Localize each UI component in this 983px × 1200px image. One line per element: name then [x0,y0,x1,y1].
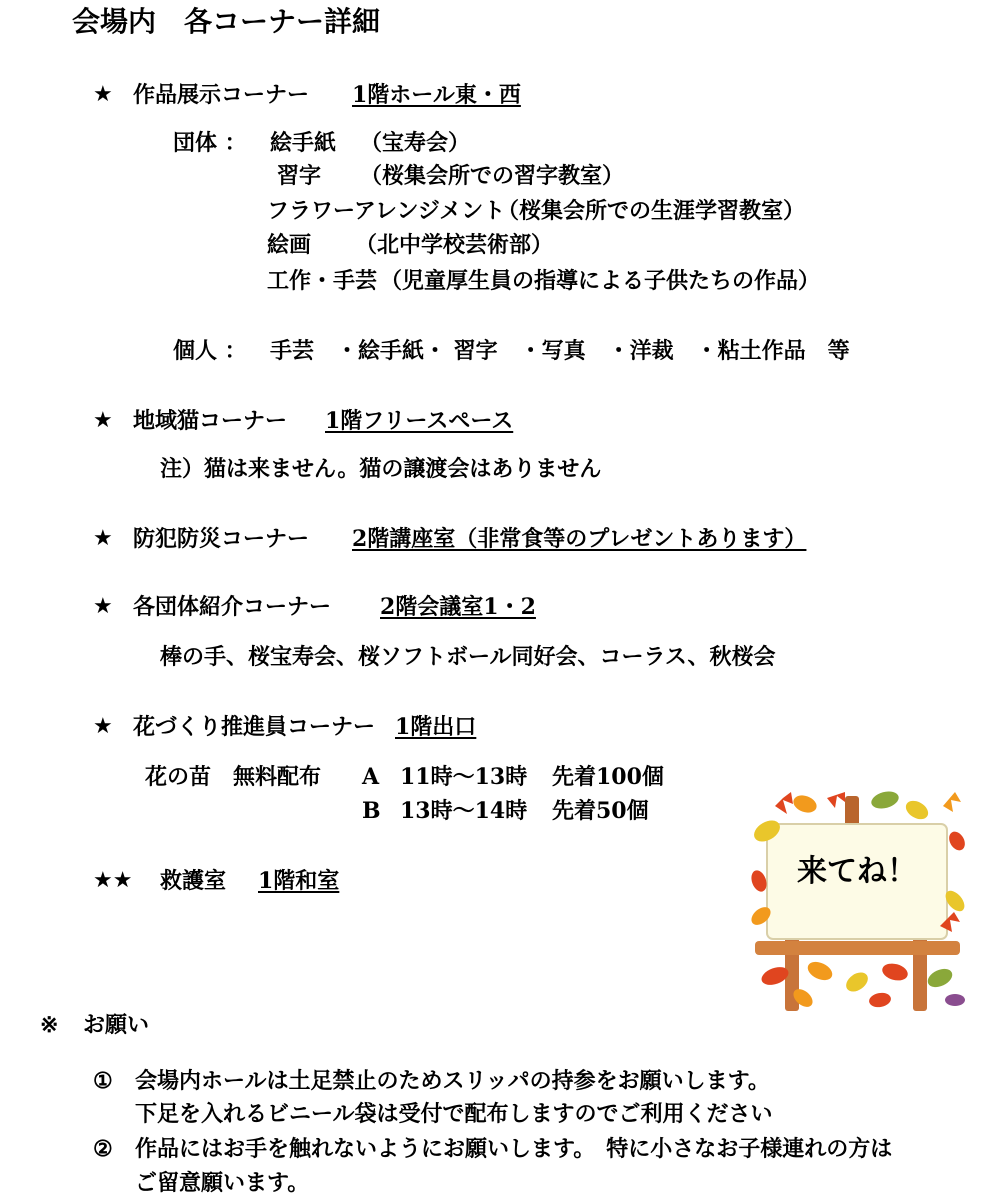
groups-intro-members: 棒の手、桜宝寿会、桜ソフトボール同好会、コーラス、秋桜会 [160,644,776,670]
star-icon: ★ [93,82,113,107]
slot-limit: 先着100個 [552,764,664,790]
slot-label: B [362,798,381,824]
page-title: 会場内 各コーナー詳細 [72,5,381,38]
easel-sign-svg [745,786,970,1016]
easel-top-post [845,796,859,826]
cat-corner-location: 1階フリースペース [325,408,514,434]
group-item-note: （宝寿会） [360,130,471,156]
slot-limit: 先着50個 [552,798,649,824]
group-item-note: （北中学校芸術部） [355,232,554,258]
requests-heading: お願い [83,1012,150,1038]
group-item-name: フラワーアレンジメント [267,198,506,224]
request-number: ② [93,1136,113,1162]
group-item-name: 習字 [277,163,322,189]
flowers-corner-name: 花づくり推進員コーナー [133,714,376,740]
request-line: 下足を入れるビニール袋は受付で配布しますのでご利用ください [135,1101,773,1127]
individual-label: 個人 ： [173,338,247,364]
safety-corner-name: 防犯防災コーナー [133,526,310,552]
request-line: ご留意願います。 [135,1170,310,1196]
group-item-name: 絵画 [267,232,312,258]
first-aid-name: 救護室 [160,868,227,894]
reference-mark: ※ [40,1012,59,1038]
group-item-note: （桜集会所での習字教室） [360,163,625,189]
double-star-icon: ★★ [93,868,133,893]
easel-sign-illustration [745,786,970,1016]
request-line: 作品にはお手を触れないようにお願いします。 特に小さなお子様連れの方は [135,1136,893,1162]
groups-intro-corner-location: 2階会議室1・2 [380,594,536,620]
star-icon: ★ [93,594,113,619]
flowers-item: 花の苗 無料配布 [145,764,322,790]
group-item-name: 工作・手芸 [267,268,378,294]
slot-time: 13時～14時 [400,798,528,824]
exhibit-corner-name: 作品展示コーナー [133,82,310,108]
cat-corner-note: 注）猫は来ません。猫の譲渡会はありません [160,456,602,482]
group-label: 団体 ： [173,130,247,156]
easel-shelf [755,941,960,955]
request-number: ① [93,1068,113,1094]
safety-corner-location: 2階講座室（非常食等のプレゼントあります） [352,526,807,552]
request-line: 会場内ホールは土足禁止のためスリッパの持参をお願いします。 [135,1068,770,1094]
group-item-note: （児童厚生員の指導による子供たちの作品） [380,268,821,294]
cat-corner-name: 地域猫コーナー [133,408,288,434]
exhibit-corner-location: 1階ホール東・西 [352,82,521,108]
sign-text: 来てね！ [797,854,917,889]
individual-items: 手芸 ・絵手紙・ 習字 ・写真 ・洋裁 ・粘土作品 等 [270,338,850,364]
group-item-note: （桜集会所での生涯学習教室） [497,198,806,224]
star-icon: ★ [93,408,113,433]
group-item-name: 絵手紙 [270,130,337,156]
slot-label: A [362,764,380,790]
star-icon: ★ [93,526,113,551]
groups-intro-corner-name: 各団体紹介コーナー [133,594,332,620]
flowers-corner-location: 1階出口 [395,714,477,740]
first-aid-location: 1階和室 [258,868,340,894]
star-icon: ★ [93,714,113,739]
slot-time: 11時～13時 [400,764,528,790]
